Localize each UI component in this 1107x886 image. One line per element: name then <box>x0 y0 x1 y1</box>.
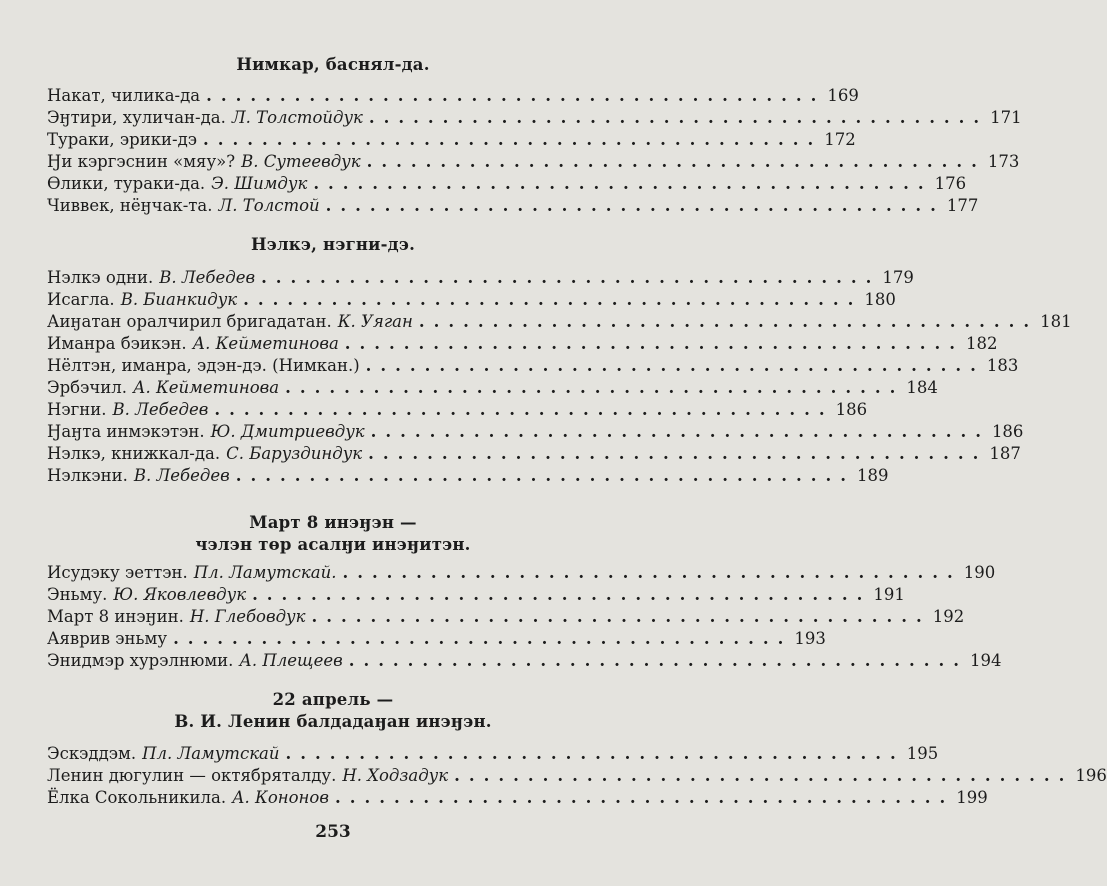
dot-leader: .......................................... <box>252 585 872 604</box>
dot-leader: .......................................... <box>243 290 863 309</box>
entry-author: В. Лебедев <box>112 400 209 419</box>
toc-entry <box>47 400 868 424</box>
entry-title: Нэгни. <box>47 400 107 419</box>
section-title-april22-line1: 22 апрель — <box>272 690 394 709</box>
dot-leader: .......................................... <box>311 607 931 626</box>
entry-author: Л. Толстойдук <box>231 108 363 127</box>
dot-leader: .......................................... <box>342 563 962 582</box>
entry-page-number: 191 <box>873 585 905 604</box>
toc-entry <box>47 108 1022 132</box>
entry-page-number: 183 <box>986 356 1019 375</box>
toc-entry <box>47 744 939 768</box>
dot-leader: .......................................... <box>368 108 989 127</box>
entry-page-number: 171 <box>990 108 1022 127</box>
section-title-march8-line2: чэлэн төр асалӈи инэӈитэн. <box>195 535 471 554</box>
toc-entry <box>47 629 826 653</box>
toc-entry <box>47 290 896 314</box>
entry-author: А. Кейметинова <box>133 378 280 397</box>
entry-page-number: 194 <box>969 651 1002 670</box>
toc-entry <box>47 651 1002 675</box>
toc-entry <box>47 444 1021 468</box>
dot-leader: .......................................... <box>418 312 1039 331</box>
entry-page-number: 186 <box>835 400 868 419</box>
toc-entry <box>47 466 889 490</box>
dot-leader: .......................................... <box>348 651 968 670</box>
section-title-april22-line2: В. И. Ленин балдадаӈан инэӈэн. <box>174 712 492 731</box>
entry-author: А. Кононов <box>232 788 329 807</box>
entry-author: Пл. Ламутскай <box>142 744 280 763</box>
dot-leader: .......................................... <box>285 378 905 397</box>
entry-title: Ленин дюгулин — октябряталду. <box>47 766 337 785</box>
entry-page-number: 199 <box>956 788 988 807</box>
entry-author: Н. Ходзадук <box>342 766 449 785</box>
toc-entry <box>47 607 965 631</box>
entry-page-number: 186 <box>991 422 1024 441</box>
entry-page-number: 193 <box>794 629 826 648</box>
entry-page-number: 181 <box>1040 312 1072 331</box>
toc-entry <box>47 196 979 220</box>
toc-entry <box>47 334 998 358</box>
dot-leader: .......................................... <box>454 766 1074 785</box>
entry-page-number: 187 <box>989 444 1021 463</box>
entry-page-number: 195 <box>906 744 939 763</box>
dot-leader: .......................................... <box>313 174 933 193</box>
dot-leader: .......................................... <box>334 788 955 807</box>
toc-entry <box>47 788 988 812</box>
toc-entry <box>47 130 856 154</box>
dot-leader: .......................................... <box>368 444 988 463</box>
entry-page-number: 184 <box>906 378 938 397</box>
dot-leader: .......................................... <box>325 196 945 215</box>
entry-author: Ю. Дмитриевдук <box>210 422 365 441</box>
entry-author: А. Кейметинова <box>192 334 339 353</box>
entry-title: Чиввек, нёӈчак-та. <box>47 196 213 215</box>
toc-entry <box>47 152 1020 176</box>
dot-leader: .......................................... <box>365 356 985 375</box>
entry-title: Эскэддэм. <box>47 744 137 763</box>
entry-author: Н. Глебовдук <box>189 607 306 626</box>
entry-title: Эӈтири, хуличан-да. <box>47 108 226 127</box>
entry-title: Өлики, тураки-да. <box>47 174 206 193</box>
entry-author: Э. Шимдук <box>211 174 308 193</box>
entry-author: С. Баруздиндук <box>226 444 363 463</box>
entry-author: В. Бианкидук <box>120 290 238 309</box>
toc-entry <box>47 585 905 609</box>
entry-author: Пл. Ламутскай. <box>193 563 337 582</box>
entry-title: Нёлтэн, иманра, эдэн-дэ. (Нимкан.) <box>47 356 360 375</box>
entry-title: Эньму. <box>47 585 108 604</box>
dot-leader: .......................................... <box>173 629 793 648</box>
entry-title: Нэлкэни. <box>47 466 128 485</box>
entry-title: Иманра бэикэн. <box>47 334 187 353</box>
entry-title: Ӈи кэргэснин «мяу»? <box>47 152 236 171</box>
entry-title: Исагла. <box>47 290 115 309</box>
entry-title: Ӈаӈта инмэкэтэн. <box>47 422 205 441</box>
entry-title: Март 8 инэӈин. <box>47 607 184 626</box>
entry-page-number: 173 <box>987 152 1020 171</box>
entry-author: В. Лебедев <box>133 466 230 485</box>
entry-title: Накат, чилика-да <box>47 86 201 105</box>
entry-author: Ю. Яковлевдук <box>113 585 247 604</box>
entry-page-number: 172 <box>824 130 856 149</box>
entry-title: Эрбэчил. <box>47 378 127 397</box>
entry-title: Ёлка Сокольникила. <box>47 788 227 807</box>
entry-title: Нэлкэ, книжкал-да. <box>47 444 221 463</box>
entry-title: Аиӈатан оралчирил бригадатан. <box>47 312 332 331</box>
entry-author: Л. Толстой <box>218 196 320 215</box>
section-title-march8-line1: Март 8 инэӈэн — <box>249 513 417 532</box>
entry-author: А. Плещеев <box>239 651 343 670</box>
dot-leader: .......................................... <box>214 400 834 419</box>
dot-leader: .......................................... <box>344 334 965 353</box>
toc-entry <box>47 356 1019 380</box>
entry-page-number: 169 <box>827 86 859 105</box>
entry-title: Тураки, эрики-дэ <box>47 130 197 149</box>
section-title-child: Нэлкэ, нэгни-дэ. <box>250 235 416 254</box>
entry-page-number: 182 <box>966 334 998 353</box>
dot-leader: .......................................... <box>285 744 905 763</box>
entry-page-number: 189 <box>856 466 889 485</box>
toc-entry <box>47 268 914 292</box>
dot-leader: .......................................... <box>203 130 823 149</box>
toc-entry <box>47 174 967 198</box>
toc-entry <box>47 563 996 587</box>
entry-page-number: 179 <box>882 268 914 287</box>
entry-title: Исудэку эеттэн. <box>47 563 188 582</box>
entry-page-number: 176 <box>934 174 967 193</box>
entry-page-number: 190 <box>963 563 996 582</box>
dot-leader: .......................................... <box>370 422 990 441</box>
entry-title: Энидмэр хурэлнюми. <box>47 651 234 670</box>
entry-title: Аяврив эньму <box>47 629 168 648</box>
entry-title: Нэлкэ одни. <box>47 268 154 287</box>
dot-leader: .......................................... <box>235 466 855 485</box>
toc-entry <box>47 312 1072 336</box>
entry-author: К. Уяган <box>337 312 413 331</box>
dot-leader: .......................................... <box>206 86 826 105</box>
toc-entry <box>47 766 1107 790</box>
entry-page-number: 196 <box>1075 766 1107 785</box>
entry-page-number: 177 <box>946 196 979 215</box>
entry-page-number: 180 <box>864 290 896 309</box>
entry-author: В. Лебедев <box>159 268 256 287</box>
dot-leader: .......................................... <box>261 268 881 287</box>
toc-entry <box>47 86 859 110</box>
section-title-fables: Нимкар, баснял-да. <box>236 55 430 74</box>
dot-leader: .......................................... <box>366 152 986 171</box>
page-number: 253 <box>315 822 351 842</box>
toc-entry <box>47 378 938 402</box>
entry-page-number: 192 <box>932 607 965 626</box>
toc-entry <box>47 422 1024 446</box>
entry-author: В. Сутеевдук <box>241 152 361 171</box>
